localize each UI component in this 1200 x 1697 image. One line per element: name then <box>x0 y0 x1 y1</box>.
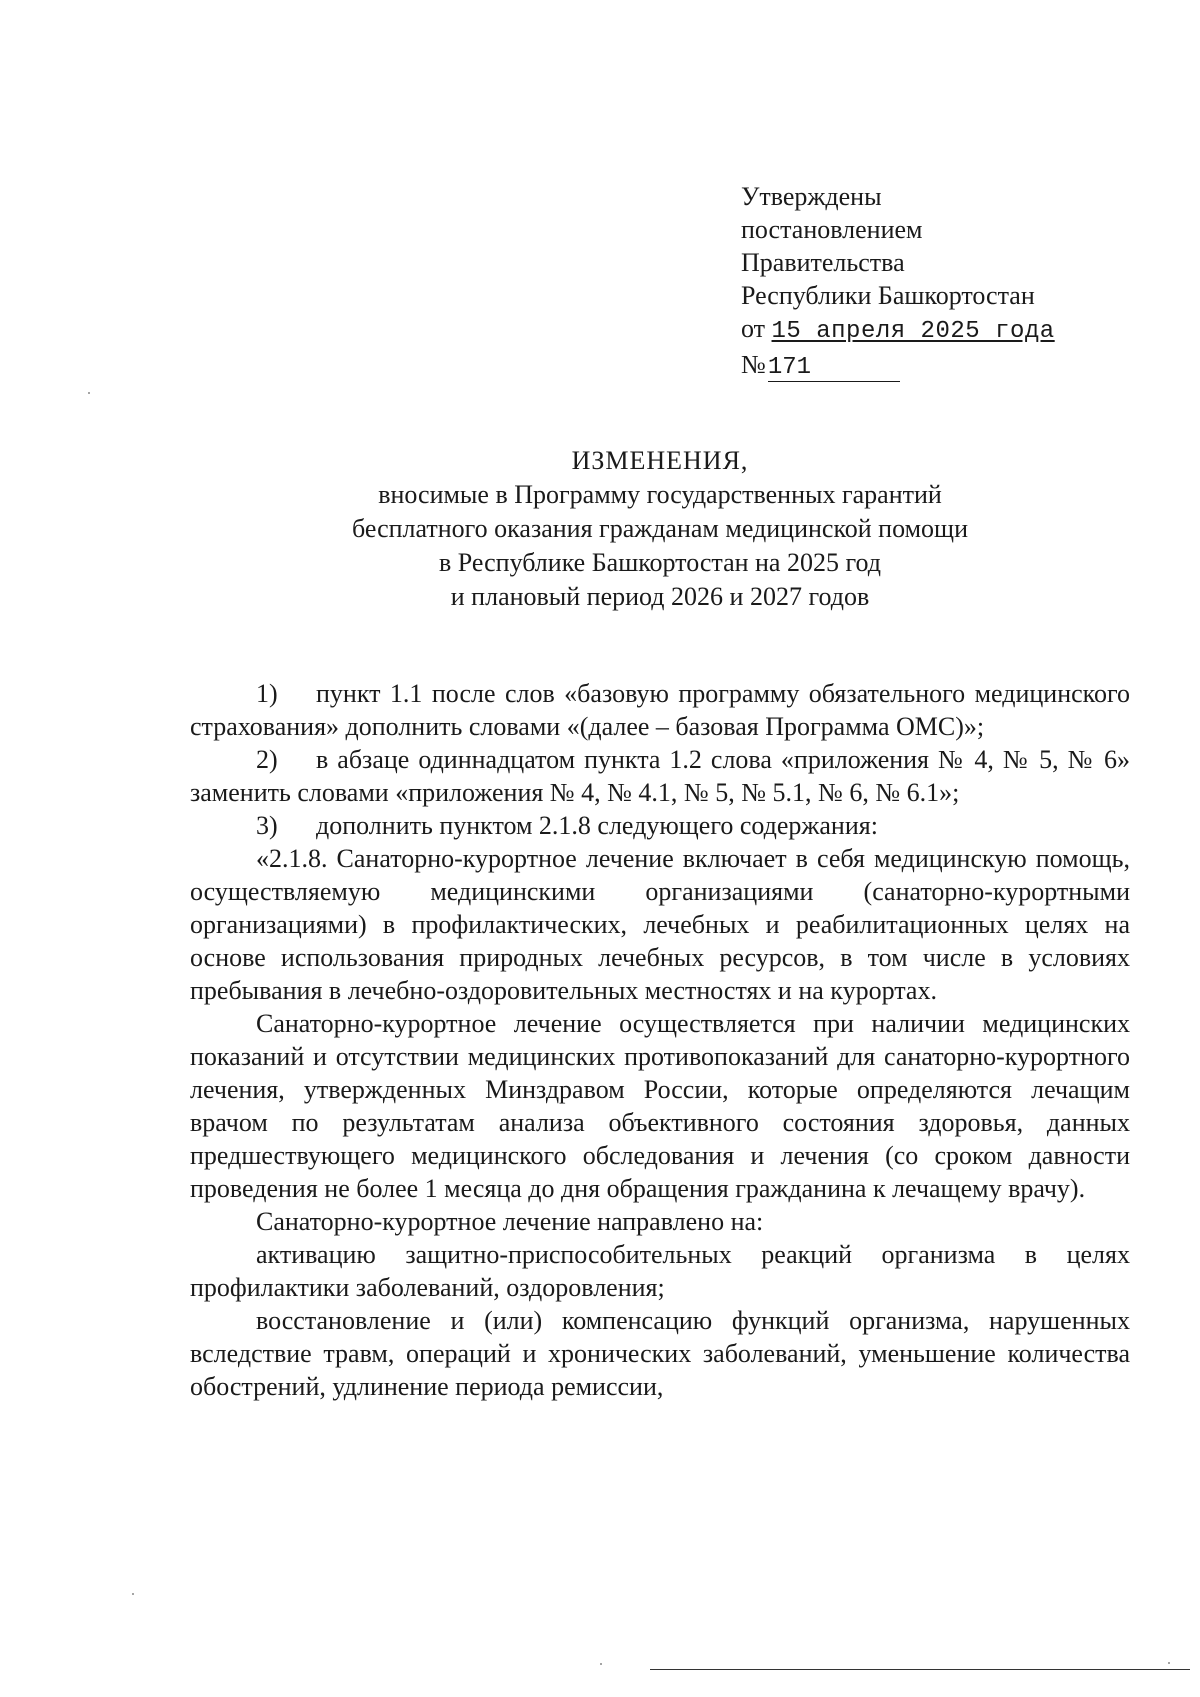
paragraph-3-text: дополнить пунктом 2.1.8 следующего содержания: <box>316 811 878 840</box>
paragraph-2-number: 2) <box>256 745 278 774</box>
paragraph-7: активацию защитно-приспособительных реакций организма в целях профилактики заболеваний, оздоровления; <box>190 1240 1130 1302</box>
approval-number-field <box>768 352 900 382</box>
approval-date-line <box>741 312 1055 348</box>
paragraph-5: Санаторно-курортное лечение осуществляется при наличии медицинских показаний и отсутствии медицинских противопоказаний для санаторно-курортного лечения, утвержденных Минздравом России, которые определяются лечащим врачом по результатам анализа объективного состояния здоровья, данных предшествующего медицинского обследования и лечения (со сроком давности проведения не более 1 месяца до дня обращения гражданина к лечащему врачу). <box>190 1009 1130 1203</box>
scan-speck <box>88 392 90 394</box>
document-subtitle-line-4: и плановый период 2026 и 2027 годов <box>450 582 870 611</box>
approval-line-4: Республики Башкортостан <box>741 281 1035 310</box>
paragraph-3-number: 3) <box>256 811 278 840</box>
paragraph-6: Санаторно-курортное лечение направлено на: <box>256 1207 764 1236</box>
paragraph-1 <box>190 677 1130 743</box>
approval-number-value: 171 <box>767 354 812 381</box>
approval-line-3: Правительства <box>741 248 905 277</box>
document-subtitle-line-1: вносимые в Программу государственных гарантий <box>378 480 942 509</box>
paragraph-1-text: пункт 1.1 после слов «базовую программу обязательного медицинского страхования» дополнить словами «(далее – базовая Программа ОМС)»; <box>190 679 1130 741</box>
document-body <box>190 677 1130 1403</box>
approval-line-2: постановлением <box>741 215 923 244</box>
scan-speck <box>600 1663 602 1665</box>
paragraph-4: «2.1.8. Санаторно-курортное лечение включает в себя медицинскую помощь, осуществляемую медицинскими организациями (санаторно-курортными организациями) в профилактических, лечебных и реабилитационных целях на основе использования природных лечебных ресурсов, в том числе в условиях пребывания в лечебно-оздоровительных местностях и на курортах. <box>190 844 1130 1005</box>
approval-number-line <box>741 348 1055 382</box>
document-title-block <box>190 444 1130 614</box>
scan-speck <box>132 1593 134 1595</box>
scan-speck <box>1168 1662 1170 1664</box>
approval-stamp-block <box>741 180 1055 382</box>
approval-date-value: 15 апреля 2025 года <box>771 318 1055 345</box>
scan-bottom-rule <box>650 1669 1190 1670</box>
paragraph-8: восстановление и (или) компенсацию функций организма, нарушенных вследствие травм, операций и хронических заболеваний, уменьшение количества обострений, удлинение периода ремиссии, <box>190 1306 1130 1401</box>
document-subtitle-line-3: в Республике Башкортостан на 2025 год <box>439 548 881 577</box>
paragraph-2-text: в абзаце одиннадцатом пункта 1.2 слова «приложения № 4, № 5, № 6» заменить словами «приложения № 4, № 4.1, № 5, № 5.1, № 6, № 6.1»; <box>190 745 1130 807</box>
approval-date-prefix: от <box>741 314 766 343</box>
document-title: ИЗМЕНЕНИЯ, <box>571 446 749 475</box>
paragraph-2 <box>190 743 1130 809</box>
paragraph-3 <box>190 809 1130 842</box>
document-subtitle-line-2: бесплатного оказания гражданам медицинской помощи <box>352 514 968 543</box>
approval-number-prefix: № <box>741 350 766 379</box>
paragraph-1-number: 1) <box>256 679 278 708</box>
approval-line-1: Утверждены <box>741 182 882 211</box>
